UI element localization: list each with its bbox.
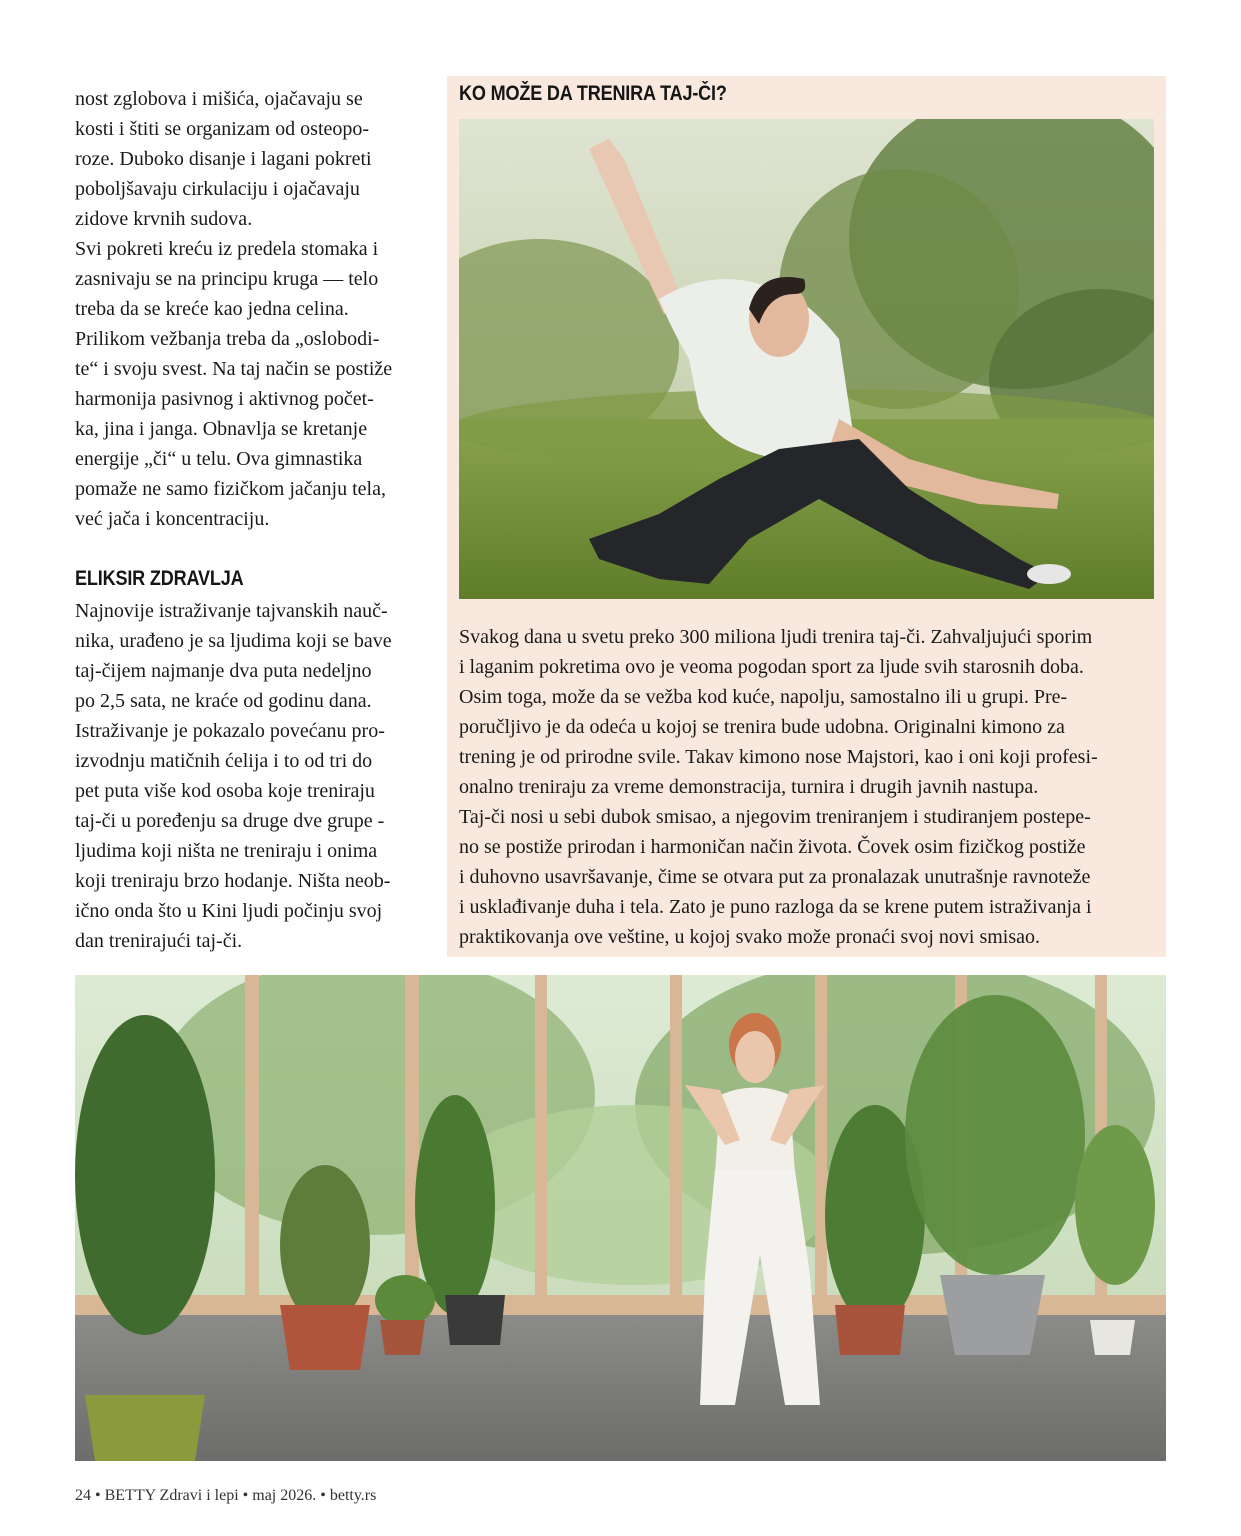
box-paragraph: Svakog dana u svetu preko 300 miliona ljudi trenira taj-či. Zahvaljujući sporim i laganim pokretima ovo je veoma pogodan sport za ljude svih starosnih doba. Osim toga, može da se vežba kod kuće, napolju, samostalno ili u grupi. Pre- poručljivo je da odeća u kojoj se trenira bude udobna. Originalni kimono za trening je od prirodne svile. Takav kimono nose Majstori, kao i oni koji profesi- onalno treniraju za vreme demonstracija, turnira i drugih javnih nastupa. Taj-či nosi u sebi dubok smisao, a njegovim treniranjem i studiranjem postepe- no se postiže prirodan i harmoničan način života. Čovek osim fizičkog postiže i duhovno usavršavanje, čime se otvara put za pronalazak unutrašnje ravnoteže i usklađivanje duha i tela. Zato je puno razloga da se krene putem istraživanja i praktikovanja ove veštine, u kojoj svako može pronaći svoj novi smisao. (459, 626, 1098, 948)
page-footer: 24 • BETTY Zdravi i lepi • maj 2026. • betty.rs (75, 1487, 377, 1504)
section-heading-eliksir: ELIKSIR ZDRAVLJA (75, 567, 244, 590)
sidebar-box (447, 76, 1166, 957)
photo-woman-tai-chi-park (459, 119, 1154, 599)
photo-woman-meditating-indoors (75, 975, 1166, 1461)
left-column (75, 84, 421, 956)
body-paragraph-2: Najnovije istraživanje tajvanskih nauč- nika, urađeno je sa ljudima koji se bave taj-čijem najmanje dva puta nedeljno po 2,5 sata, ne kraće od godinu dana. Istraživanje je pokazalo povećanu pro- izvodnju matičnih ćelija i to od tri do pet puta više kod osoba koje treniraju taj-či u poređenju sa druge dve grupe - ljudima koji ništa ne treniraju i onima koji treniraju brzo hodanje. Ništa neob- ično onda što u Kini ljudi počinju svoj dan trenirajući taj-či. (75, 600, 392, 952)
body-paragraph-1: nost zglobova i mišića, ojačavaju se kosti i štiti se organizam od osteopo- roze. Duboko disanje i lagani pokreti poboljšavaju cirkulaciju i ojačavaju zidove krvnih sudova. Svi pokreti kreću iz predela stomaka i zasnivaju se na principu kruga — telo treba da se kreće kao jedna celina. Prilikom vežbanja treba da „oslobodi- te“ i svoju svest. Na taj način se postiže harmonija pasivnog i aktivnog počet- ka, jina i janga. Obnavlja se kretanje energije „či“ u telu. Ova gimnastika pomaže ne samo fizičkom jačanju tela, već jača i koncentraciju. (75, 88, 393, 530)
box-heading: KO MOŽE DA TRENIRA TAJ-ČI? (459, 82, 727, 105)
